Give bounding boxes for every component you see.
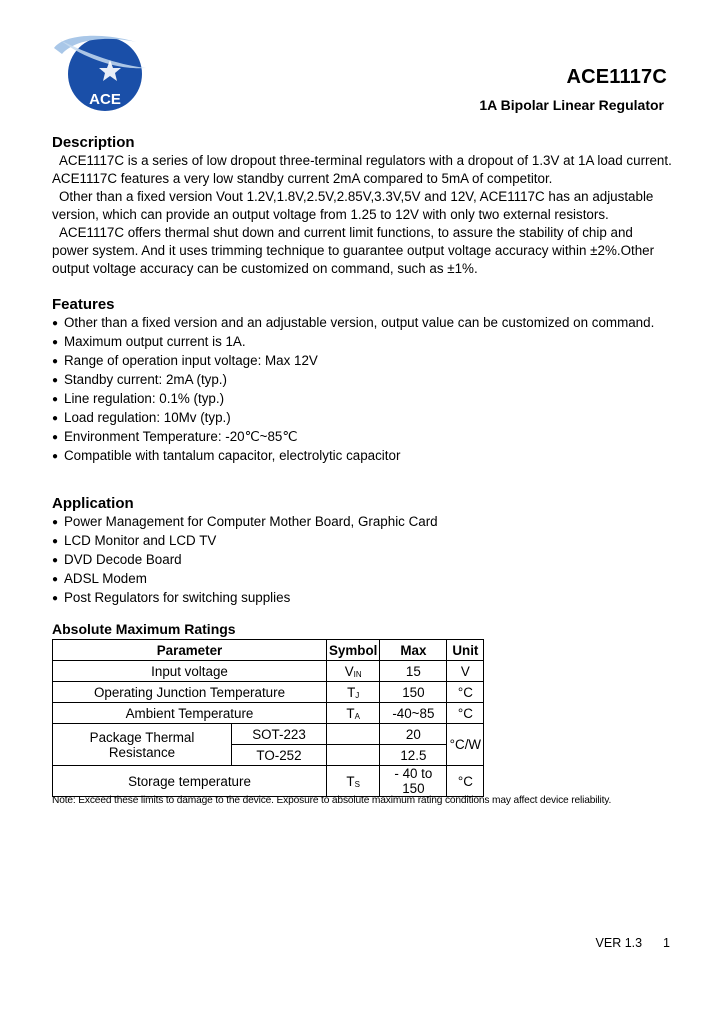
table-row <box>53 766 484 797</box>
list-item: ● Maximum output current is 1A. <box>52 333 654 352</box>
list-item: ● DVD Decode Board <box>52 551 438 570</box>
symbol-cell <box>327 745 380 766</box>
list-item: ● ADSL Modem <box>52 570 438 589</box>
ratings-note: Note: Exceed these limits to damage to the device. Exposure to absolute maximum rating conditions may affect device reliability. <box>52 795 612 806</box>
description-heading: Description <box>52 134 135 151</box>
description-body <box>52 152 672 278</box>
list-item: ● LCD Monitor and LCD TV <box>52 532 438 551</box>
max-cell: 150 <box>380 682 447 703</box>
description-paragraph: ACE1117C offers thermal shut down and current limit functions, to assure the stability of chip and power system. And it uses trimming technique to guarantee output voltage accuracy within ±2%.Other output voltage accuracy can be customized on command, such as ±1%. <box>52 225 655 276</box>
page-number: 1 <box>663 936 670 950</box>
description-paragraph: ACE1117C is a series of low dropout three-terminal regulators with a dropout of 1.3V at 1A load current. ACE1117C features a very low standby current 2mA compared to 5mA of competitor. <box>52 153 672 186</box>
package-cell: TO-252 <box>232 745 327 766</box>
ratings-heading: Absolute Maximum Ratings <box>52 621 236 637</box>
max-cell: -40~85 <box>380 703 447 724</box>
version-label: VER 1.3 <box>595 936 643 950</box>
column-header: Max <box>380 640 447 661</box>
page-subtitle: 1A Bipolar Linear Regulator <box>479 97 664 113</box>
application-heading: Application <box>52 495 134 512</box>
param-cell: Storage temperature <box>53 766 327 797</box>
unit-cell: °C <box>447 703 484 724</box>
unit-cell: °C <box>447 766 484 797</box>
features-list <box>52 314 654 466</box>
max-cell: 20 <box>380 724 447 745</box>
symbol-cell: $T_A$ <box>327 703 380 724</box>
ratings-table <box>52 639 484 797</box>
param-cell: Package Thermal Resistance <box>53 724 232 766</box>
list-item: ● Compatible with tantalum capacitor, electrolytic capacitor <box>52 447 654 466</box>
table-header-row <box>53 640 484 661</box>
features-heading: Features <box>52 296 115 313</box>
unit-cell: °C <box>447 682 484 703</box>
ace-logo-graphic <box>50 30 150 112</box>
list-item: ● Load regulation: 10Mv (typ.) <box>52 409 654 428</box>
max-cell: 15 <box>380 661 447 682</box>
table-row <box>53 682 484 703</box>
column-header: Parameter <box>53 640 327 661</box>
unit-cell: V <box>447 661 484 682</box>
symbol-cell: $T_J$ <box>327 682 380 703</box>
unit-cell: °C/W <box>447 724 484 766</box>
column-header: Symbol <box>327 640 380 661</box>
list-item: ● Range of operation input voltage: Max 12V <box>52 352 654 371</box>
table-row <box>53 703 484 724</box>
package-cell: SOT-223 <box>232 724 327 745</box>
application-list <box>52 513 438 608</box>
table-row <box>53 661 484 682</box>
symbol-cell: $T_S$ <box>327 766 380 797</box>
list-item: ● Post Regulators for switching supplies <box>52 589 438 608</box>
list-item: ● Line regulation: 0.1% (typ.) <box>52 390 654 409</box>
list-item: ● Power Management for Computer Mother Board, Graphic Card <box>52 513 438 532</box>
param-cell: Operating Junction Temperature <box>53 682 327 703</box>
column-header: Unit <box>447 640 484 661</box>
param-cell: Input voltage <box>53 661 327 682</box>
max-cell: - 40 to 150 <box>380 766 447 797</box>
logo-text: ACE <box>89 91 121 108</box>
table-row <box>53 724 484 745</box>
param-cell: Ambient Temperature <box>53 703 327 724</box>
symbol-cell: $V_{IN}$ <box>327 661 380 682</box>
list-item: ● Other than a fixed version and an adjustable version, output value can be customized on command. <box>52 314 654 333</box>
page-title: ACE1117C <box>566 66 667 88</box>
max-cell: 12.5 <box>380 745 447 766</box>
description-paragraph: Other than a fixed version Vout 1.2V,1.8V,2.5V,2.85V,3.3V,5V and 12V, ACE1117C has an adjustable version, which can provide an output voltage from 1.25 to 12V with only two external resistors. <box>52 189 654 222</box>
list-item: ● Standby current: 2mA (typ.) <box>52 371 654 390</box>
list-item: ● Environment Temperature: -20℃~85℃ <box>52 428 654 447</box>
ace-logo <box>50 30 150 112</box>
symbol-cell <box>327 724 380 745</box>
page-footer <box>596 936 670 950</box>
